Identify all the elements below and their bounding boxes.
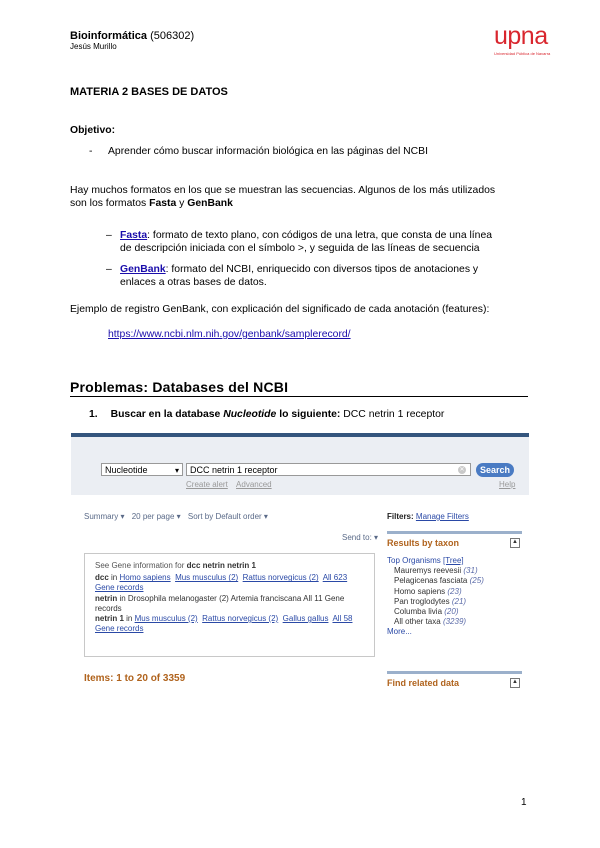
organism-count: (20) [444,607,459,617]
intro-line-2 [70,197,540,210]
example-url-link[interactable]: https://www.ncbi.nlm.nih.gov/genbank/samplerecord/ [108,329,351,340]
format-fasta [120,229,540,255]
search-input[interactable] [186,463,471,476]
gene-link[interactable]: Gallus gallus [282,614,329,624]
results-by-taxon-title: Results by taxon [387,538,460,548]
gene-link[interactable]: Homo sapiens [119,573,171,583]
find-related-header [387,671,522,688]
organism-count: (25) [469,576,484,586]
organism-row[interactable] [387,587,522,597]
send-to-dropdown[interactable]: Send to: ▾ [342,533,379,542]
help-link[interactable]: Help [499,480,516,489]
doc-title: MATERIA 2 BASES DE DATOS [70,86,228,98]
gene-in: in [108,573,120,583]
objective-item: Aprender cómo buscar información biológica en las páginas del NCBI [108,146,428,157]
objective-label: Objetivo: [70,125,116,136]
task-number: 1. [89,409,98,420]
task-text-2: lo siguiente: [276,409,341,420]
top-organisms-label: Top Organisms [387,556,444,565]
organism-row[interactable] [387,566,522,576]
per-page-dropdown[interactable]: 20 per page ▾ [131,512,181,521]
course-title [70,30,194,42]
organism-count: (3239) [442,617,467,627]
section-heading: Problemas: Databases del NCBI [70,379,289,395]
find-related-title: Find related data [387,678,460,688]
organism-name: Mauremys reevesii [394,566,462,576]
manage-filters-link[interactable]: Manage Filters [415,512,469,521]
genbank-desc-2: enlaces a otras bases de datos. [120,277,267,288]
gene-link[interactable]: All 623 Gene records [95,573,348,593]
display-controls [84,512,268,521]
search-sublinks [186,480,272,489]
course-code: (506302) [150,30,195,42]
organism-name: Columba livia [394,607,443,617]
search-button[interactable]: Search [476,463,514,477]
example-text: Ejemplo de registro GenBank, con explicación del significado de cada anotación (features): [70,304,490,315]
genbank-desc-1: : formato del NCBI, enriquecido con diversos tipos de anotaciones y [165,264,479,275]
gene-link[interactable]: Mus musculus (2) [175,573,239,583]
collapse-icon[interactable]: ▲ [510,678,520,688]
task-db: Nucleotide [223,409,277,420]
gene-info-lead-bold: dcc netrin netrin 1 [186,561,256,570]
task-text: Buscar en la database [110,409,224,420]
tree-link[interactable]: [Tree] [443,556,464,565]
logo-word: upna [494,22,548,50]
bullet-dash-fasta: – [106,230,112,241]
genbank-link[interactable]: GenBank [120,264,166,275]
organism-count: (23) [447,586,462,596]
results-by-taxon-header [387,531,522,548]
intro-paragraph [70,184,540,210]
intro-line-1: Hay muchos formatos en los que se muestran las secuencias. Algunos de los más utilizados [70,185,496,196]
fasta-desc-2: de descripción iniciada con el símbolo >, y seguida de las líneas de secuencia [120,243,480,254]
task-line [89,408,444,421]
logo-tagline: Universidad Pública de Navarra [494,51,551,56]
collapse-icon[interactable]: ▲ [510,538,520,548]
items-count: Items: 1 to 20 of 3359 [84,673,186,684]
filters-label: Filters: [387,512,416,521]
intro-fasta: Fasta [149,198,177,209]
top-organisms-heading [387,556,522,566]
task-query: DCC netrin 1 receptor [340,409,445,420]
organism-row[interactable] [387,607,522,617]
intro-y: y [176,198,188,209]
summary-dropdown[interactable]: Summary ▾ [84,512,125,521]
chevron-down-icon: ▾ [174,466,179,475]
gene-link[interactable]: All 58 Gene records [95,614,353,634]
author: Jesús Murillo [70,42,117,51]
gene-term-netrin1: netrin 1 [95,614,124,624]
gene-in: in [123,614,135,624]
database-select[interactable] [101,463,183,476]
organism-row[interactable] [387,576,522,586]
search-input-value: DCC netrin 1 receptor [190,465,278,475]
fasta-link[interactable]: Fasta [120,230,148,241]
course-name: Bioinformática [70,30,148,42]
sort-dropdown[interactable]: Sort by Default order ▾ [187,512,268,521]
more-link[interactable]: More... [387,627,412,637]
advanced-link[interactable]: Advanced [236,480,272,489]
section-rule [70,396,528,397]
organism-name: Homo sapiens [394,586,446,596]
clear-icon[interactable]: ✕ [459,467,465,473]
create-alert-link[interactable]: Create alert [186,480,228,489]
gene-info-box [84,553,375,657]
organism-row[interactable] [387,617,522,627]
organism-row[interactable] [387,597,522,607]
objective-dash: - [89,146,93,157]
ncbi-screenshot [71,433,529,691]
intro-text: son los formatos [70,198,150,209]
gene-link[interactable]: Mus musculus (2) [134,614,198,624]
organism-count: (21) [451,596,467,606]
fasta-desc-1: : formato de texto plano, con códigos de una letra, que consta de una línea [147,230,493,241]
intro-genbank: GenBank [187,198,233,209]
organism-name: Pan troglodytes [394,596,450,606]
gene-link[interactable]: Rattus norvegicus (2) [202,614,279,624]
gene-plain-links[interactable]: Drosophila melanogaster (2) Artemia franciscana All 11 Gene records [95,593,345,613]
organism-count: (31) [463,566,478,576]
gene-term-netrin: netrin [95,593,118,603]
gene-in: in [117,593,128,603]
database-select-value: Nucleotide [105,465,148,475]
gene-term-dcc: dcc [95,573,109,583]
top-organisms-list [387,556,522,638]
bullet-dash-genbank: – [106,264,112,275]
format-genbank [120,263,540,289]
organism-name: All other taxa [394,617,441,627]
organism-name: Pelagicenas fasciata [394,576,468,586]
upna-logo [494,24,564,64]
page-number: 1 [521,797,527,808]
filters-bar [387,512,469,521]
gene-link[interactable]: Rattus norvegicus (2) [242,573,319,583]
gene-info-lead: See Gene information for [95,561,187,570]
